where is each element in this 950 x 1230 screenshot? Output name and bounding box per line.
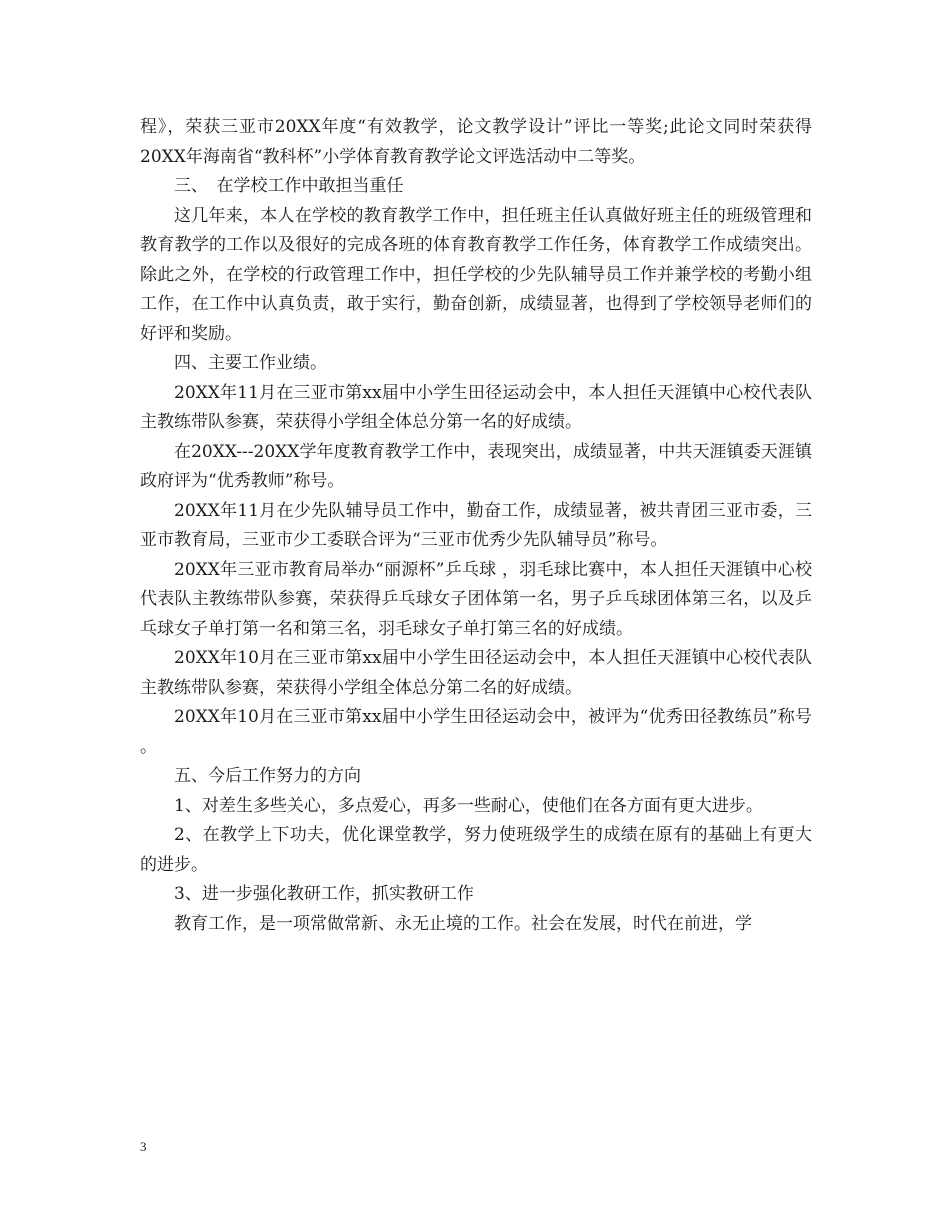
page-number: 3 <box>140 1139 147 1154</box>
document-body <box>140 113 812 939</box>
paragraph: 20XX年10月在三亚市第xx届中小学生田径运动会中，本人担任天涯镇中心校代表队主教练带队参赛，荣获得小学组全体总分第二名的好成绩。 <box>140 648 812 698</box>
paragraph: 20XX年11月在少先队辅导员工作中，勤奋工作，成绩显著，被共青团三亚市委，三亚市教育局，三亚市少工委联合评为“三亚市优秀少先队辅导员”称号。 <box>140 500 812 550</box>
section-heading-three: 三、 在学校工作中敢担当重任 <box>174 176 404 196</box>
paragraph: 20XX年11月在三亚市第xx届中小学生田径运动会中，本人担任天涯镇中心校代表队主教练带队参赛，荣获得小学组全体总分第一名的好成绩。 <box>140 382 812 432</box>
paragraph: 20XX年三亚市教育局举办“丽源杯”乒乓球 ，羽毛球比赛中，本人担任天涯镇中心校代表队主教练带队参赛，荣获得乒乓球女子团体第一名，男子乒乓球团体第三名，以及乒乓球女子单打第一名和第三名，羽毛球女子单打第三名的好成绩。 <box>140 559 812 639</box>
list-item: 1、对差生多些关心，多点爱心，再多一些耐心，使他们在各方面有更大进步。 <box>174 795 763 816</box>
list-item: 3、进一步强化教研工作，抓实教研工作 <box>174 884 474 904</box>
paragraph-continuation: 程》，荣获三亚市20XX年度“有效教学，论文教学设计”评比一等奖;此论文同时荣获得20XX年海南省“教科杯”小学体育教育教学论文评选活动中二等奖。 <box>140 117 812 167</box>
section-heading-five: 五、今后工作努力的方向 <box>174 766 361 786</box>
list-item: 2、在教学上下功夫，优化课堂教学，努力使班级学生的成绩在原有的基础上有更大的进步。 <box>140 825 812 875</box>
section-heading-four: 四、主要工作业绩。 <box>174 353 327 373</box>
paragraph: 在20XX---20XX学年度教育教学工作中，表现突出，成绩显著，中共天涯镇委天涯镇政府评为“优秀教师”称号。 <box>140 441 812 491</box>
paragraph: 20XX年10月在三亚市第xx届中小学生田径运动会中，被评为“优秀田径教练员”称号 。 <box>140 707 812 757</box>
paragraph: 这几年来，本人在学校的教育教学工作中，担任班主任认真做好班主任的班级管理和教育教学的工作以及很好的完成各班的体育教育教学工作任务，体育教学工作成绩突出。除此之外，在学校的行政管理工作中，担任学校的少先队辅导员工作并兼学校的考勤小组工作，在工作中认真负责，敢于实行，勤奋创新，成绩显著，也得到了学校领导老师们的好评和奖励。 <box>140 205 812 344</box>
paragraph: 教育工作，是一项常做常新、永无止境的工作。社会在发展，时代在前进，学 <box>174 913 752 934</box>
